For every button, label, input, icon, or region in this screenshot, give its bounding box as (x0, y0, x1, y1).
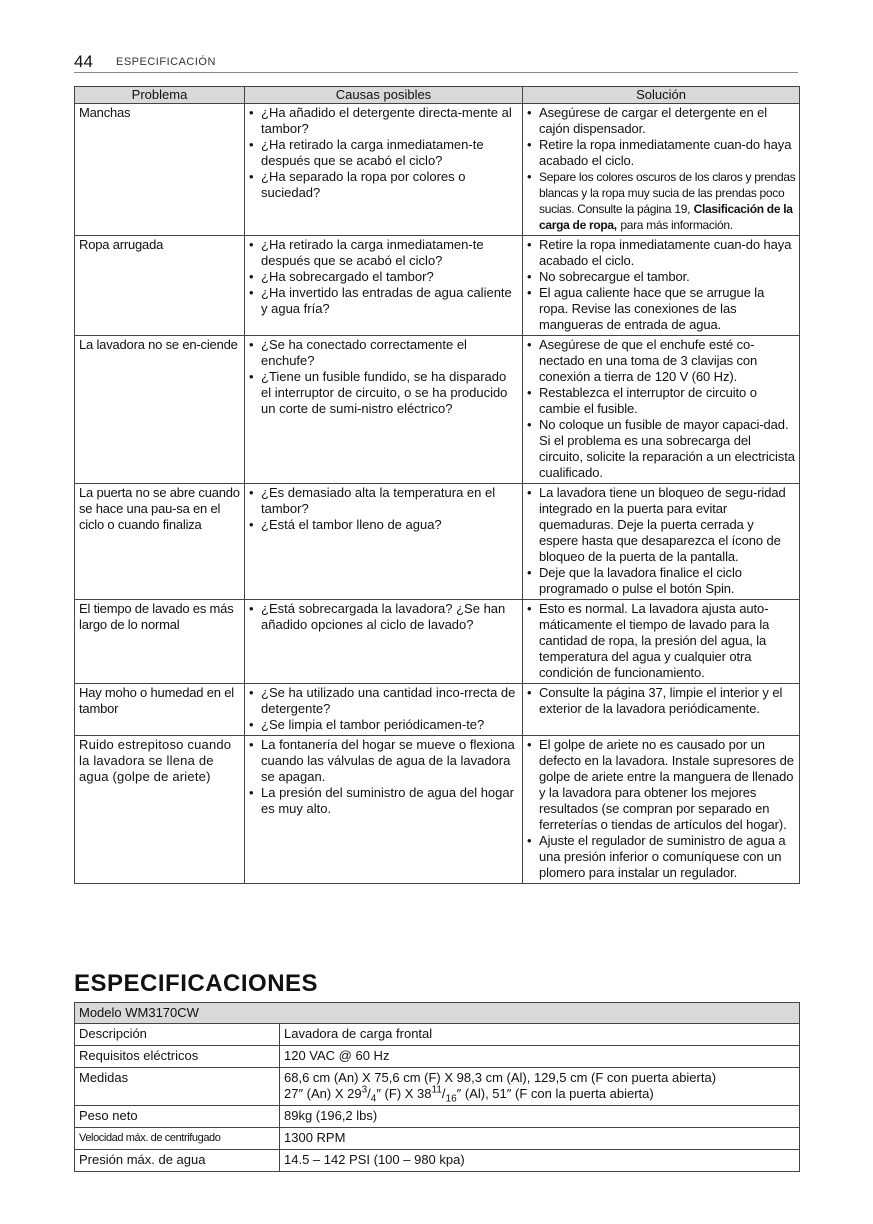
solution-item: • No sobrecargue el tambor. (527, 269, 796, 285)
spec-row (75, 1046, 800, 1068)
cause-item: • ¿Se ha conectado correctamente el enchufe? (249, 337, 519, 369)
problem-cell: Hay moho o humedad en el tambor (75, 684, 245, 736)
cause-item: • ¿Ha retirado la carga inmediatamen-te después que se acabó el ciclo? (249, 137, 519, 169)
cause-item: • ¿Está sobrecargada la lavadora? ¿Se han añadido opciones al ciclo de lavado? (249, 601, 519, 633)
dimension-text: ″ (Al), 51″ (F con la puerta abierta) (456, 1086, 654, 1101)
dimension-text: 27″ (An) X 29 (284, 1086, 362, 1101)
model-row (75, 1003, 800, 1024)
cause-item: • ¿Tiene un fusible fundido, se ha disparado el interruptor de circuito, o se ha producido un corte de sumi-nistro eléctrico? (249, 369, 519, 417)
page-header (74, 52, 798, 73)
table-row (75, 600, 800, 684)
cause-item: • ¿Ha invertido las entradas de agua caliente y agua fría? (249, 285, 519, 317)
table-header-row (75, 87, 800, 104)
solution-item: • Consulte la página 37, limpie el interior y el exterior de la lavadora periódicamente. (527, 685, 796, 717)
solution-cell (523, 484, 800, 600)
solution-text-end: para más información. (620, 218, 733, 232)
column-header-causes: Causas posibles (245, 87, 523, 104)
cause-item: • ¿Ha separado la ropa por colores o suciedad? (249, 169, 519, 201)
spec-row (75, 1128, 800, 1150)
solution-cell (523, 336, 800, 484)
troubleshooting-table (74, 86, 800, 884)
specifications-title: ESPECIFICACIONES (74, 970, 319, 997)
fraction-numerator: 3 (361, 1084, 368, 1096)
dimensions-imperial: 27″ (An) X $29^3/_4''$ (F) X $38^{11}/_{16}''$ (Al), 51″ (F con la puerta abierta) (284, 1084, 654, 1105)
dimensions-metric: 68,6 cm (An) X 75,6 cm (F) X 98,3 cm (Al), 129,5 cm (F con puerta abierta) (284, 1070, 717, 1085)
solution-cell (523, 684, 800, 736)
spec-label: Peso neto (75, 1106, 280, 1128)
spec-label: Requisitos eléctricos (75, 1046, 280, 1068)
solution-text: Separe los colores oscuros de los claros y prendas blancas y la ropa muy sucia de las prendas poco sucias. Consulte la página 19, (539, 170, 796, 216)
problem-cell: Manchas (75, 104, 245, 236)
causes-cell (245, 684, 523, 736)
spec-label: Presión máx. de agua (75, 1150, 280, 1172)
table-row (75, 104, 800, 236)
table-row (75, 484, 800, 600)
specifications-table (74, 1002, 800, 1172)
spec-value: 89kg (196,2 lbs) (280, 1106, 800, 1128)
solution-item: • Ajuste el regulador de suministro de agua a una presión inferior o comuníquese con un plomero para instalar un regulador. (527, 833, 796, 881)
spec-value: 1300 RPM (280, 1128, 800, 1150)
problem-cell: Ruido estrepitoso cuando la lavadora se llena de agua (golpe de ariete) (75, 736, 245, 884)
spec-value: Lavadora de carga frontal (280, 1024, 800, 1046)
spec-row (75, 1150, 800, 1172)
causes-cell (245, 336, 523, 484)
cause-item: • ¿Ha añadido el detergente directa-mente al tambor? (249, 105, 519, 137)
solution-item: • No coloque un fusible de mayor capaci-dad. Si el problema es una sobrecarga del circuito, solicite la reparación a un electricista cualificado. (527, 417, 796, 481)
solution-cell (523, 236, 800, 336)
table-row (75, 236, 800, 336)
spec-label: Velocidad máx. de centrifugado (75, 1128, 280, 1150)
page-reference: Clasificación de la carga de ropa, (539, 202, 793, 232)
model-cell: Modelo WM3170CW (75, 1003, 800, 1024)
cause-item: • ¿Es demasiado alta la temperatura en el tambor? (249, 485, 519, 517)
page-number: 44 (74, 52, 93, 71)
cause-item: • La presión del suministro de agua del hogar es muy alto. (249, 785, 519, 817)
spec-row (75, 1068, 800, 1106)
problem-cell: El tiempo de lavado es más largo de lo normal (75, 600, 245, 684)
solution-item: • Asegúrese de que el enchufe esté co-nectado en una toma de 3 clavijas con conexión a tierra de 120 V (60 Hz). (527, 337, 796, 385)
column-header-problem: Problema (75, 87, 245, 104)
solution-item: • Esto es normal. La lavadora ajusta auto-máticamente el tiempo de lavado para la cantidad de ropa, la presión del agua, la temperatura del agua y cualquier otra condición de funcionamiento. (527, 601, 796, 681)
spec-label: Medidas (75, 1068, 280, 1106)
cause-item: • ¿Está el tambor lleno de agua? (249, 517, 519, 533)
dimension-text: ″ (F) X 38 (376, 1086, 432, 1101)
spec-value: 14.5 – 142 PSI (100 – 980 kpa) (280, 1150, 800, 1172)
fraction-denominator: 16 (445, 1093, 457, 1105)
problem-cell: La lavadora no se en-ciende (75, 336, 245, 484)
solution-item: • El agua caliente hace que se arrugue la ropa. Revise las conexiones de las mangueras de entrada de agua. (527, 285, 796, 333)
fraction-numerator: 11 (431, 1084, 442, 1096)
solution-item: • El golpe de ariete no es causado por un defecto en la lavadora. Instale supresores de golpe de ariete entre la manguera de llenado y la lavadora para obtener los mejores resultados (se compran por separado en ferreterías o tiendas de artículos del hogar). (527, 737, 796, 833)
causes-cell (245, 600, 523, 684)
table-row (75, 684, 800, 736)
cause-item: • ¿Ha retirado la carga inmediatamen-te después que se acabó el ciclo? (249, 237, 519, 269)
solution-item: • Asegúrese de cargar el detergente en el cajón dispensador. (527, 105, 796, 137)
causes-cell (245, 236, 523, 336)
causes-cell (245, 104, 523, 236)
spec-row (75, 1024, 800, 1046)
spec-value: 120 VAC @ 60 Hz (280, 1046, 800, 1068)
solution-item: • Deje que la lavadora finalice el ciclo programado o pulse el botón Spin. (527, 565, 796, 597)
causes-cell (245, 484, 523, 600)
solution-cell (523, 104, 800, 236)
problem-cell: Ropa arrugada (75, 236, 245, 336)
causes-cell (245, 736, 523, 884)
solution-item: • La lavadora tiene un bloqueo de segu-ridad integrado en la puerta para evitar quemaduras. Deje la puerta cerrada y espere hasta que desaparezca el ícono de bloqueo de la puerta de la pantalla. (527, 485, 796, 565)
cause-item: • ¿Se limpia el tambor periódicamen-te? (249, 717, 519, 733)
table-row (75, 336, 800, 484)
column-header-solution: Solución (523, 87, 800, 104)
solution-item (527, 169, 796, 233)
section-name: ESPECIFICACIÓN (116, 56, 216, 68)
solution-item: • Restablezca el interruptor de circuito o cambie el fusible. (527, 385, 796, 417)
cause-item: • La fontanería del hogar se mueve o flexiona cuando las válvulas de agua de la lavadora se apagan. (249, 737, 519, 785)
solution-cell (523, 600, 800, 684)
cause-item: • ¿Se ha utilizado una cantidad inco-rrecta de detergente? (249, 685, 519, 717)
solution-item: • Retire la ropa inmediatamente cuan-do haya acabado el ciclo. (527, 137, 796, 169)
problem-cell: La puerta no se abre cuando se hace una pau-sa en el ciclo o cuando finaliza (75, 484, 245, 600)
fraction-denominator: 4 (370, 1093, 377, 1105)
table-row (75, 736, 800, 884)
solution-cell (523, 736, 800, 884)
spec-value (280, 1068, 800, 1106)
solution-item: • Retire la ropa inmediatamente cuan-do haya acabado el ciclo. (527, 237, 796, 269)
spec-label: Descripción (75, 1024, 280, 1046)
cause-item: • ¿Ha sobrecargado el tambor? (249, 269, 519, 285)
spec-row (75, 1106, 800, 1128)
